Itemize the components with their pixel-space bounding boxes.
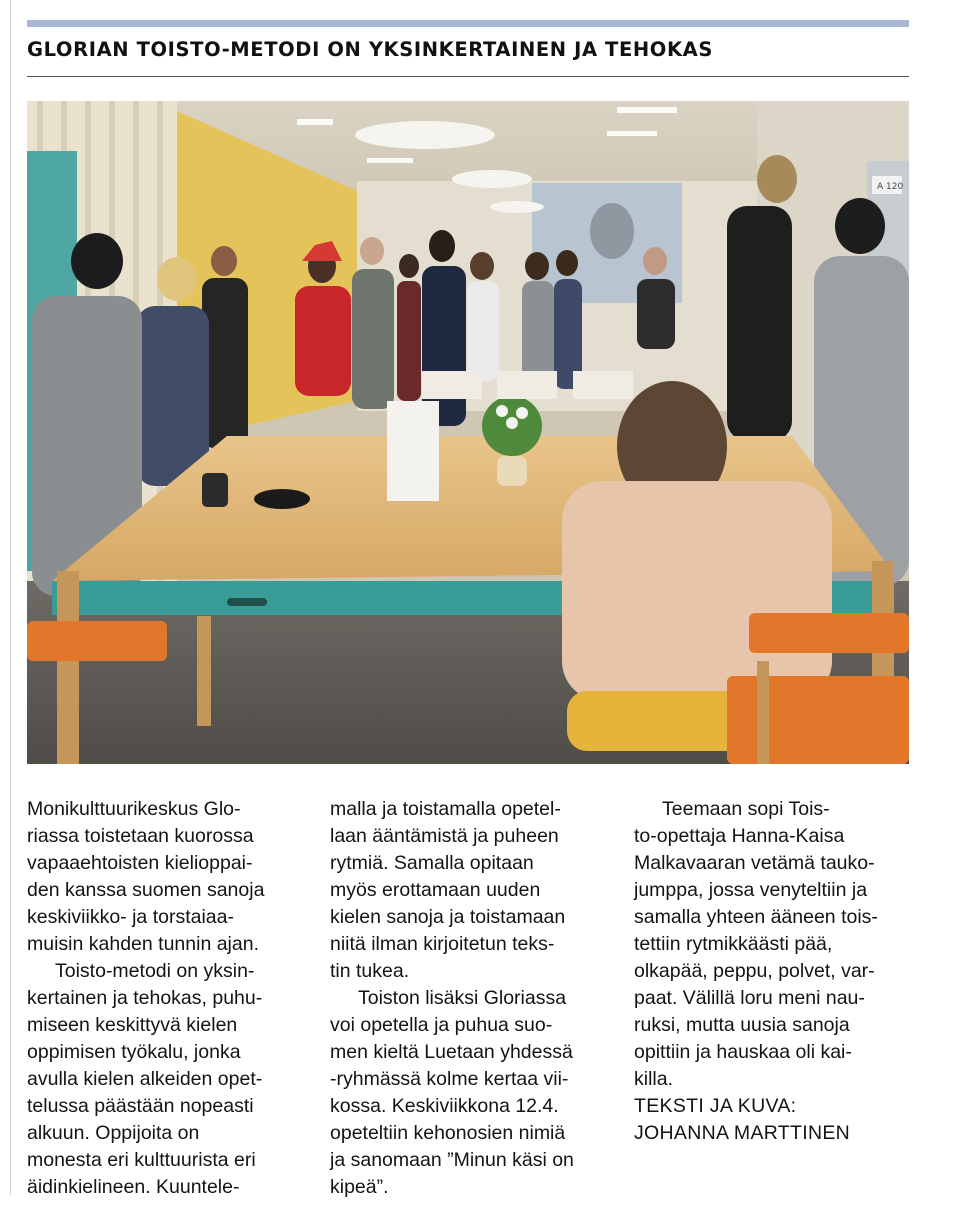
text-line: niitä ilman kirjoitetun teks- (330, 933, 555, 955)
text-line: Toiston lisäksi Gloriassa (358, 987, 567, 1009)
article-photo (27, 101, 909, 764)
text-line: monesta eri kulttuurista eri (27, 1149, 256, 1171)
text-line: samalla yhteen ääneen tois- (634, 906, 878, 928)
text-line: kipeä”. (330, 1176, 389, 1198)
paragraph-2 (27, 958, 299, 1201)
text-line: kertainen ja tehokas, puhu- (27, 987, 263, 1009)
paragraph-4 (330, 985, 610, 1201)
text-line: voi opetella ja puhua suo- (330, 1014, 553, 1036)
text-line: rytmiä. Samalla opitaan (330, 852, 534, 874)
text-line: opittiin ja hauskaa oli kai- (634, 1041, 852, 1063)
text-line: Monikulttuurikeskus Glo- (27, 798, 241, 820)
text-line: riassa toistetaan kuorossa (27, 825, 254, 847)
text-line: vapaaehtoisten kielioppai- (27, 852, 253, 874)
text-line: -ryhmässä kolme kertaa vii- (330, 1068, 569, 1090)
section-color-bar (27, 20, 909, 27)
text-line: Teemaan sopi Tois- (662, 798, 830, 820)
text-line: tettiin rytmikkäästi pää, (634, 933, 833, 955)
text-line: Toisto-metodi on yksin- (55, 960, 255, 982)
text-line: äidinkielineen. Kuuntele- (27, 1176, 240, 1198)
headline-rule (27, 76, 909, 77)
text-line: kielen sanoja ja toistamaan (330, 906, 566, 928)
text-line: ja sanomaan ”Minun käsi on (330, 1149, 574, 1171)
text-line: den kanssa suomen sanoja (27, 879, 265, 901)
text-line: telussa päästään nopeasti (27, 1095, 254, 1117)
page-left-rule (10, 0, 11, 1195)
text-line: myös erottamaan uuden (330, 879, 541, 901)
text-line: laan ääntämistä ja puheen (330, 825, 559, 847)
text-line: oppimisen työkalu, jonka (27, 1041, 241, 1063)
text-line: olkapää, peppu, polvet, var- (634, 960, 875, 982)
room-number-sign: A 120 (877, 182, 904, 192)
text-line: killa. (634, 1068, 674, 1090)
text-line: alkuun. Oppijoita on (27, 1122, 200, 1144)
credit-line: TEKSTI JA KUVA: (634, 1095, 797, 1117)
text-line: ruksi, mutta uusia sanoja (634, 1014, 850, 1036)
text-line: muisin kahden tunnin ajan. (27, 933, 259, 955)
text-line: Malkavaaran vetämä tauko- (634, 852, 875, 874)
text-line: malla ja toistamalla opetel- (330, 798, 561, 820)
photo-credit (634, 1093, 914, 1147)
text-line: opeteltiin kehonosien nimiä (330, 1122, 566, 1144)
article-column-1 (27, 796, 299, 1201)
paragraph-1 (27, 796, 299, 958)
text-line: avulla kielen alkeiden opet- (27, 1068, 263, 1090)
text-line: paat. Välillä loru meni nau- (634, 987, 865, 1009)
article-headline: GLORIAN TOISTO-METODI ON YKSINKERTAINEN JA TEHOKAS (27, 38, 714, 61)
article-column-3 (634, 796, 914, 1147)
credit-line: JOHANNA MARTTINEN (634, 1122, 851, 1144)
text-line: keskiviikko- ja torstaiaa- (27, 906, 234, 928)
photo-illustration (27, 101, 909, 764)
text-line: tin tukea. (330, 960, 410, 982)
article-column-2 (330, 796, 610, 1201)
text-line: miseen keskittyvä kielen (27, 1014, 238, 1036)
paragraph-5 (634, 796, 914, 1093)
text-line: kossa. Keskiviikkona 12.4. (330, 1095, 559, 1117)
paragraph-3 (330, 796, 610, 985)
text-line: men kieltä Luetaan yhdessä (330, 1041, 573, 1063)
text-line: to-opettaja Hanna-Kaisa (634, 825, 845, 847)
text-line: jumppa, jossa venyteltiin ja (634, 879, 868, 901)
